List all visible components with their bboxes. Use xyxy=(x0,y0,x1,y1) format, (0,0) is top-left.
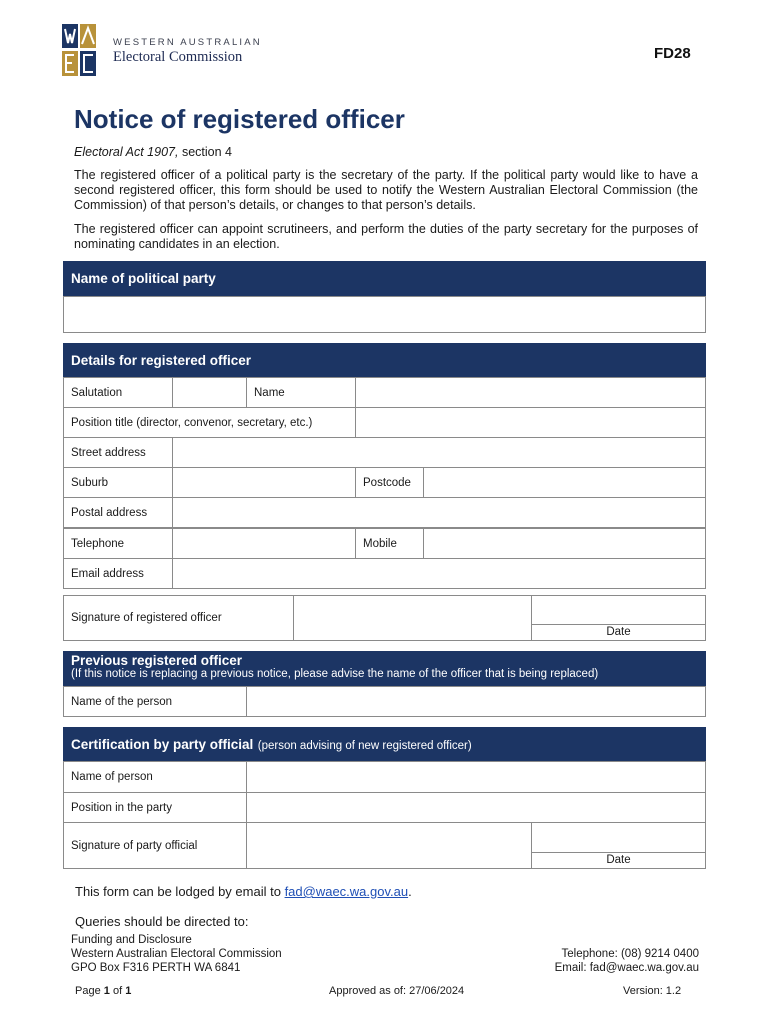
street-input[interactable] xyxy=(172,437,706,468)
cert-date-input[interactable] xyxy=(531,822,706,853)
certification-section-note: (person advising of new registered officer) xyxy=(257,740,472,752)
postal-label-cell xyxy=(63,497,173,528)
cert-signature-label: Signature of party official xyxy=(71,839,198,852)
position-label-cell xyxy=(63,407,356,438)
brand-line2: Electoral Commission xyxy=(113,49,243,65)
contact-telephone: Telephone: (08) 9214 0400 xyxy=(561,948,699,960)
cert-signature-input[interactable] xyxy=(246,822,532,869)
lodge-suffix: . xyxy=(408,884,412,899)
name-input[interactable] xyxy=(355,377,706,408)
cert-name-label: Name of person xyxy=(71,771,153,783)
officer-signature-label: Signature of registered officer xyxy=(71,612,222,624)
brand-line1: WESTERN AUSTRALIAN xyxy=(113,37,262,48)
cert-position-input[interactable] xyxy=(246,792,706,823)
salutation-input[interactable] xyxy=(172,377,247,408)
telephone-input[interactable] xyxy=(172,528,356,559)
email-label-cell xyxy=(63,558,173,589)
previous-section-note: (If this notice is replacing a previous notice, please advise the name of the officer that is being replaced) xyxy=(71,668,599,680)
page-total: 1 xyxy=(125,985,132,997)
act-reference xyxy=(74,145,232,159)
street-label-cell xyxy=(63,437,173,468)
telephone-label: Telephone xyxy=(71,537,125,550)
certification-section-header xyxy=(63,727,706,762)
lodge-instruction xyxy=(75,884,412,899)
party-section-title: Name of political party xyxy=(71,271,216,286)
contact-details xyxy=(555,947,699,975)
name-label-cell xyxy=(246,377,356,408)
officer-signature-label-cell xyxy=(63,595,294,641)
brand-name xyxy=(113,37,262,65)
name-label: Name xyxy=(254,386,285,399)
party-section-header xyxy=(63,261,706,296)
email-input[interactable] xyxy=(172,558,706,589)
previous-name-label: Name of the person xyxy=(71,695,173,708)
postcode-input[interactable] xyxy=(423,467,706,498)
party-name-input[interactable] xyxy=(63,296,706,333)
officer-date-input[interactable] xyxy=(531,595,706,625)
position-input[interactable] xyxy=(355,407,706,438)
page-prefix: Page xyxy=(75,985,101,997)
contact-email: Email: fad@waec.wa.gov.au xyxy=(554,962,699,974)
officer-signature-input[interactable] xyxy=(293,595,532,641)
mobile-input[interactable] xyxy=(423,528,706,559)
cert-name-label-cell xyxy=(63,761,247,793)
postal-label: Postal address xyxy=(71,506,148,519)
suburb-label: Suburb xyxy=(71,476,109,489)
address-line-1: Funding and Disclosure xyxy=(71,934,192,946)
telephone-label-cell xyxy=(63,528,173,559)
street-label: Street address xyxy=(71,446,146,459)
cert-date-label: Date xyxy=(606,854,631,866)
waec-logo xyxy=(62,24,96,76)
salutation-label-cell xyxy=(63,377,173,408)
address-line-2: Western Australian Electoral Commission xyxy=(71,948,282,960)
page-of: of xyxy=(112,985,123,997)
postcode-label-cell xyxy=(355,467,424,498)
certification-section-title: Certification by party official xyxy=(71,737,254,752)
officer-date-label: Date xyxy=(606,626,631,638)
suburb-label-cell xyxy=(63,467,173,498)
cert-position-label: Position in the party xyxy=(71,801,173,814)
previous-name-label-cell xyxy=(63,686,247,717)
form-code: FD28 xyxy=(654,45,691,62)
approved-date: Approved as of: 27/06/2024 xyxy=(329,985,465,997)
details-section-header xyxy=(63,343,706,378)
cert-name-input[interactable] xyxy=(246,761,706,793)
postal-input[interactable] xyxy=(172,497,706,528)
queries-text: Queries should be directed to: xyxy=(75,914,249,929)
salutation-label: Salutation xyxy=(71,386,123,399)
email-label: Email address xyxy=(71,567,144,580)
page-title: Notice of registered officer xyxy=(74,104,405,134)
intro-paragraph-1: The registered officer of a political party is the secretary of the party. If the political party would like to have a second registered officer, this form should be used to notify the Western Australian Electoral Commission (the Commission) of that person’s details, or changes to that person’s details. xyxy=(74,168,698,212)
cert-signature-label-cell xyxy=(63,822,247,869)
position-label: Position title (director, convenor, secretary, etc.) xyxy=(71,416,313,429)
lodge-prefix: This form can be lodged by email to xyxy=(75,884,285,899)
lodge-email-link[interactable]: fad@waec.wa.gov.au xyxy=(284,884,409,899)
intro-paragraph-2: The registered officer can appoint scrutineers, and perform the duties of the party secretary for the purposes of nominating candidates in an election. xyxy=(74,222,698,251)
cert-position-label-cell xyxy=(63,792,247,823)
previous-section-title: Previous registered officer xyxy=(71,653,243,668)
address-line-3: GPO Box F316 PERTH WA 6841 xyxy=(71,962,241,974)
page-number xyxy=(75,985,131,997)
postcode-label: Postcode xyxy=(363,476,411,489)
suburb-input[interactable] xyxy=(172,467,356,498)
mobile-label: Mobile xyxy=(363,537,397,550)
details-section-title: Details for registered officer xyxy=(71,353,252,368)
act-name: Electoral Act 1907, xyxy=(74,145,179,159)
postal-address xyxy=(71,933,282,975)
act-section: section 4 xyxy=(181,145,232,159)
page-current: 1 xyxy=(103,985,110,997)
previous-name-input[interactable] xyxy=(246,686,706,717)
version: Version: 1.2 xyxy=(623,985,682,997)
mobile-label-cell xyxy=(355,528,424,559)
previous-section-header xyxy=(63,651,706,687)
